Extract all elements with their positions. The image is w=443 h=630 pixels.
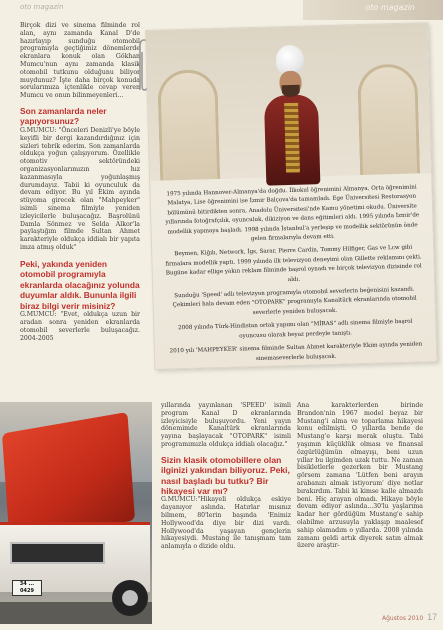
biography-paragraph: 1975 yılında Hannover-Almanya'da doğdu. İlkokul öğrenimini Almanya, Orta öğrenimini Malatya, Lise öğrenimini ise İzmir Balçova'da tamamladı. Ege Üniversitesi Restorasyon bölümünü bitirdikten sonra, Anadolu Üniversitesi'nde Kamu yönetimi okudu. Üniversite yıllarında fotoğrafçılık, oyunculuk, dikiziyon ve dans eğitimleri aldı. 1995 yılında İzmir'de modellik yapmaya başladı. 1998 yılında İstanbul'a yerleşip ve modellik sektörünün önde gelen firmalarıyla devam etti. <box>165 184 420 243</box>
page-header <box>0 0 443 22</box>
answer-paragraph: yıllarında yayınlanan 'SPEED' isimli program Kanal D ekranlarında izleyicisiyle buluşuyordu. Yeni yayın dönemimde Kanaltürk ekranlarında yayına başlayacak "OTOPARK" isimli programımızla oldukça iddialı olacağız." <box>161 402 291 448</box>
palace-arch <box>157 69 220 181</box>
palace-arch <box>357 63 420 175</box>
middle-text-column <box>161 402 291 551</box>
biography-paragraph: Sunduğu 'Speed' adlı televizyon programıyla otomobil severlerin beğenisini kazandı. Çekimleri hala devam eden "OTOPARK" programıyla Kanaltürk ekranlarında otomobil severlerle yeniden buluşacak. <box>172 286 417 316</box>
biography-paragraph: Beymen, Kiğılı, Network, İgs, Sarar, Pierre Cardin, Tommy Hilfiger, Gas ve Lcw gibi firmalara modellik yaptı. 1999 yılında ilk televizyon deneyimi olan Gillette reklamını çekti. Bugüne kadar ellige yakın reklam filminde başrol oynadı ve birçok televizyon dizisinde rol aldı. <box>165 245 422 283</box>
biography-paragraph: 2010 yılı 'MAHPEYKER' sinema filminde Sultan Ahmet karakteriyle Ekim ayında yeniden sinemaseverlerle buluşacak. <box>169 341 423 362</box>
answer-paragraph: G.MUMCU:"Hikayeli oldukça eskiye dayanıyor aslında. Hatırlar mısınız bilmem, 80'lerin başında 'Enimiz Hollywood'da diye bir dizi vardı. Hollywood'da yaşayan gençlerin hikayesiydi. Mustang ile tanışmam tam anlamıyla o dizide oldu. <box>161 496 291 551</box>
question-heading: Peki, yakında yeniden otomobil programıyla ekranlarda olacağınız yolunda duyumlar aldık. Bununla ilgili biraz bilgi verir misiniz? <box>20 258 140 311</box>
answer-paragraph: Ana karakterlerden birinde Brandon'nin 1967 model beyaz bir Mustang'i alma ve toparlama hikayesi konu edilmişti. O yıllarda bende de Mustang'e karşı merak oluştu. Tabi yaşımın küçüklük olması ve finansal özgürlüğümün olmayışı, beni uzun yıllar bu ilgimden uzak tuttu. Ne zaman bisikletlerle gezerken bir Mustang görsem zamana 'Lütfen beni arayın arabanızı almak istiyorum' diye notlar bırakırdım. Tabii ki kimse kalle almazdı beni. Hiç arayan olmadı. Hikaye böyle devam ediyor aslında...30'lu yaşlarıma kadar her gördüğüm Mustang'e sahip olabilme arzusuyla yaklaşıp maalesef sahip olamadım o yıllarda. 2008 yılında zamanı geldi artık diyerek satın almak üzere araştır- <box>297 402 423 550</box>
question-heading: Son zamanlarda neler yapıyorsunuz? <box>20 105 107 127</box>
header-section-tab <box>303 0 443 20</box>
actor-photo-card <box>145 22 437 370</box>
biography-caption <box>160 183 427 370</box>
header-section-label-left: oto magazin <box>20 3 64 11</box>
car-wheel <box>112 580 148 616</box>
answer-paragraph: G.MUMCU: "Evet, oldukça uzun bir aradan sonra yeniden ekranlarda otomobil severlerle buluşacağız. 2004-2005 <box>20 311 140 342</box>
page-footer <box>382 612 437 622</box>
intro-paragraph: Birçok dizi ve sinema filminde rol alan, aynı zamanda Kanal D'de hazırlayıp sunduğu otomobil programıyla geçtiğimiz dönemlerde ekranlara konuk olan Gökhan Mumcu'nun aynı zamanda klasik otomobil tutkunu olduğunu biliyor muydunuz? İşte daha birçok konuda sorularımıza içtenlikle cevap veren Mumcu ve onun bilinmeyenleri... <box>20 22 140 100</box>
mustang-photo <box>0 402 152 624</box>
header-section-label-right: oto magazin <box>365 3 415 12</box>
answer-paragraph: G.MUMCU: "Önceleri Denizli'ye böyle keyifli bir dergi kazandırdığınız için sizleri tebrik ederim. Son zamanlarda oldukça yoğun çalışıyorum. Özellikle otomotiv sektöründeki organizasyonlarımızın hız kazanmasıyla yoğunlaşmış durumdayız. Tabii ki oyunculuk da devam ediyor. Bu yıl Ekim ayında stüyoma girecek olan "Mahpeyker" isimli sinema filmiyle yeniden izleyicilerle buluşacağız. Başrolünü Damla Sönmez ve Selda Alkor'la paylaştığım filmde Sultan Ahmet karakteriyle oldukça iddialı bir yapıta imza atmış olduk" <box>20 126 140 251</box>
right-text-column <box>297 402 423 550</box>
actor-figure <box>258 44 324 186</box>
license-plate: 34 ... 0429 <box>12 580 42 596</box>
biography-paragraph: 2008 yılında Türk-Hindistan ortak yapımı olan "MİRAS" adlı sinema filmiyle başrol oyuncusu olarak beyaz perdeyle tanıştı. <box>178 318 413 340</box>
page-number: 17 <box>427 612 438 622</box>
issue-date: Ağustos 2010 <box>382 615 424 622</box>
question-heading: Sizin klasik otomobillere olan ilginizi yakından biliyoruz. Peki, nasıl başladı bu tutku? Bir hikayesi var mı? <box>161 454 290 496</box>
actor-robe <box>264 94 320 185</box>
car-grille <box>10 542 105 564</box>
left-text-column <box>20 22 140 342</box>
